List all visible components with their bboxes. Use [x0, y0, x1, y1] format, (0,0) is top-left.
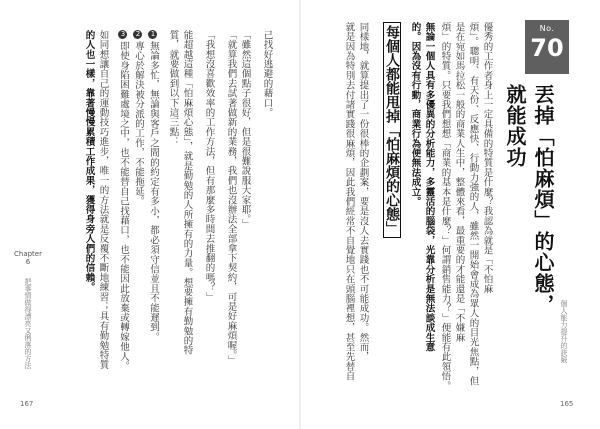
right-running-header: 個人能力提升的訣竅 — [560, 300, 568, 363]
right-para1-line2: 煩」。聰明、有天份、反應快、行動力強的人，雖然一開始會成為眾人的目光焦點，但 — [467, 22, 479, 386]
page-gutter — [299, 0, 301, 429]
left-para1-line6: 質，就要做到以下這三點： — [167, 30, 179, 147]
left-quote1: 「雖然這個點子很好，但是很難說服大家耶。」 — [239, 30, 251, 229]
left-running-header: 把事情做得漂亮又俐落的方法 — [24, 278, 32, 369]
left-quote3: 「我想沒喜歡效率的工作方法，但有那麼多時間去推翻的嗎？」 — [203, 30, 215, 302]
right-page-number: 165 — [560, 400, 574, 408]
list-number-3: 3 — [119, 30, 127, 39]
list-item-2 — [133, 30, 143, 370]
right-para2-line1: 同樣地，就算提出了一份很棒的企劃案，要是沒人去實踐也不可能成功。然而， — [357, 22, 369, 362]
left-para1-line5: 能超越這種「怕麻煩心態」，就是勤勉的人所擁有的力量。想要擁有勤勉的特 — [181, 30, 193, 356]
list-text-1: 無論多忙，無論與客戶之間的約定有多小，都必須守信並且不能遲到。 — [148, 41, 159, 342]
subheading-text: 每個人都能甩掉「怕麻煩的心態」 — [383, 22, 401, 238]
chapter-title-line2: 就能成功 — [503, 84, 527, 168]
chapter-label: Chapter — [14, 250, 42, 258]
left-para2-line2: 的人也一樣，靠著慢慢累積工作成果，獲得身旁人們的信賴。 — [83, 30, 95, 292]
chapter-marker — [14, 250, 42, 266]
chapter-number: 6 — [25, 258, 31, 266]
right-para1-line4: 煩」的特質。只要我們想想「商業的基本是什麼？」何謂銷售能力？」便能有此領悟。 — [439, 22, 451, 391]
right-para1-line3: 是在宛如馬拉松一般的商業人生中，整體來看，最重要的才能還是「不嫌麻 — [453, 22, 465, 343]
left-quote2: 「就算我們去試著做新的業務，我們也沒辦法全部拿下契約，可是好麻煩喔。」 — [225, 30, 237, 365]
badge-number: 70 — [530, 34, 564, 62]
chapter-title-line1: 丟掉「怕麻煩」的心態， — [531, 84, 555, 315]
left-page-number: 167 — [20, 400, 34, 408]
left-para2-line1: 如同想讓自己的運動技巧進步，唯一的方法就是反覆不斷地練習；具有勤勉特質 — [97, 30, 109, 370]
section-subheading — [385, 22, 399, 262]
right-para1-line1: 優秀的工作者身上一定具備的特質是什麼？我認為就是「不怕麻 — [481, 22, 493, 294]
right-bold-line2: 的。因為沒有行動，商業行為便無法成立。 — [409, 22, 421, 207]
left-para1-line1: 己找好逃避的藉口。 — [261, 30, 273, 118]
list-item-1 — [148, 30, 158, 370]
right-bold-line1: 無論一個人具有多優異的分析能力，多靈活的腦袋，光靠分析是無法談成生意 — [423, 22, 435, 352]
list-text-2: 專心於解決被分派的工作，不能拖延。 — [133, 41, 144, 206]
list-item-3 — [118, 30, 128, 370]
section-number-badge — [525, 20, 569, 74]
list-text-3: 即使身陷困難處境之中，也不能替自己找藉口，也不能因此放棄或轉嫁他人。 — [118, 41, 129, 371]
right-para2-line2: 就是因為特別去付諸實踐很麻煩，因此我們經常不自覺地只在頭腦裡想，甚至先替自 — [343, 22, 355, 381]
list-number-1: 1 — [149, 30, 157, 39]
badge-label: No. — [539, 24, 555, 33]
list-number-2: 2 — [134, 30, 142, 39]
